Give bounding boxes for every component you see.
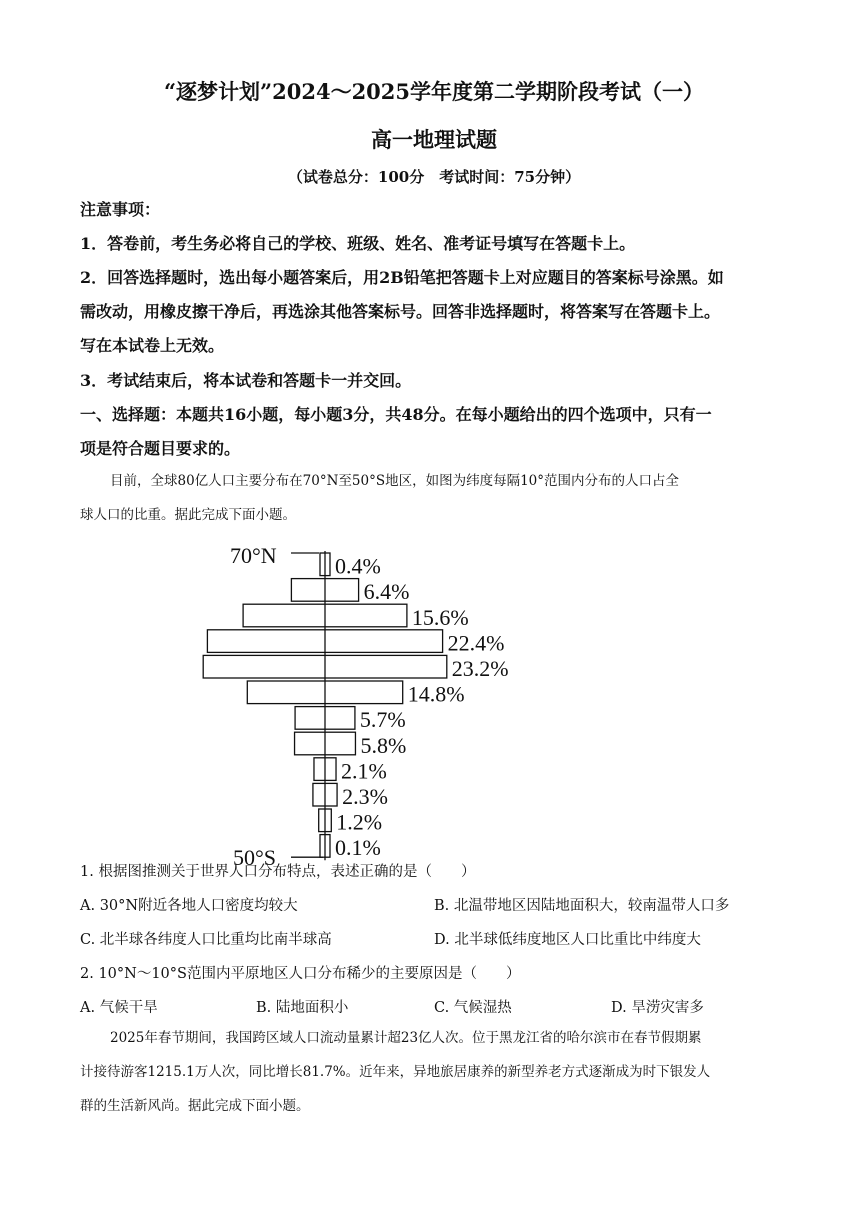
bar-label-9: 2.1% (341, 758, 387, 784)
exam-info: （试卷总分：100分 考试时间：75分钟） (287, 168, 581, 186)
bar-label-12: 0.1% (335, 835, 381, 861)
top-latitude-label: 70°N (230, 543, 277, 568)
bar-label-11: 1.2% (336, 809, 383, 835)
bar-label-6: 14.8% (407, 681, 465, 707)
notice-heading: 注意事项： (80, 200, 161, 219)
passage1-line-2: 球人口的比重。据此完成下面小题。 (80, 507, 296, 523)
bar-label-1: 0.4% (335, 553, 381, 579)
exam-title: “逐梦计划”2024～2025学年度第二学期阶段考试（一） (163, 79, 705, 104)
bar-label-2: 6.4% (363, 579, 410, 605)
bar-label-7: 5.7% (359, 707, 406, 733)
q2-option-a: A. 气候干旱 (80, 1000, 158, 1016)
section-heading-line-2: 项是符合题目要求的。 (80, 439, 241, 458)
bar-label-4: 22.4% (447, 630, 505, 656)
q1-stem: 1. 根据图推测关于世界人口分布特点，表述正确的是（ ） (80, 864, 476, 880)
q2-stem: 2. 10°N～10°S范围内平原地区人口分布稀少的主要原因是（ ） (80, 966, 521, 982)
passage2-line-1: 2025年春节期间，我国跨区域人口流动量累计超23亿人次。位于黑龙江省的哈尔滨市在春节假期累 (110, 1030, 702, 1046)
q1-option-a: A. 30°N附近各地人口密度均较大 (80, 898, 298, 914)
passage2-line-2: 计接待游客1215.1万人次，同比增长81.7%。近年来，异地旅居康养的新型养老方式逐渐成为时下银发人 (80, 1064, 711, 1080)
bar-label-8: 5.8% (360, 732, 407, 758)
bar-label-10: 2.3% (342, 784, 388, 809)
q2-option-c: C. 气候湿热 (434, 1000, 512, 1016)
notice-item-2-line-1: 2．回答选择题时，选出每小题答案后，用2B铅笔把答题卡上对应题目的答案标号涂黑。如 (80, 268, 724, 287)
subject-title: 高一地理试题 (371, 127, 497, 152)
notice-item-2-line-3: 写在本试卷上无效。 (80, 336, 225, 355)
bar-label-5: 23.2% (451, 656, 509, 681)
q1-option-b: B. 北温带地区因陆地面积大，较南温带人口多 (434, 898, 730, 914)
notice-item-3: 3．考试结束后，将本试卷和答题卡一并交回。 (80, 371, 412, 390)
q1-option-d: D. 北半球低纬度地区人口比重比中纬度大 (434, 932, 701, 948)
section-heading-line-1: 一、选择题：本题共16小题，每小题3分，共48分。在每小题给出的四个选项中，只有一 (80, 405, 712, 424)
bottom-latitude-label: 50°S (233, 845, 277, 871)
passage1-line-1: 目前，全球80亿人口主要分布在70°N至50°S地区，如图为纬度每隔10°范围内分布的人口占全 (110, 473, 680, 489)
notice-item-2-line-2: 需改动，用橡皮擦干净后，再选涂其他答案标号。回答非选择题时，将答案写在答题卡上。 (80, 302, 721, 321)
q2-option-d: D. 旱涝灾害多 (611, 1000, 704, 1016)
q1-option-c: C. 北半球各纬度人口比重均比南半球高 (80, 932, 332, 948)
q2-option-b: B. 陆地面积小 (256, 1000, 349, 1016)
bar-label-3: 15.6% (411, 604, 469, 630)
population-latitude-chart (0, 540, 868, 871)
notice-item-1: 1．答卷前，考生务必将自己的学校、班级、姓名、准考证号填写在答题卡上。 (80, 234, 636, 253)
passage2-line-3: 群的生活新风尚。据此完成下面小题。 (80, 1098, 310, 1114)
